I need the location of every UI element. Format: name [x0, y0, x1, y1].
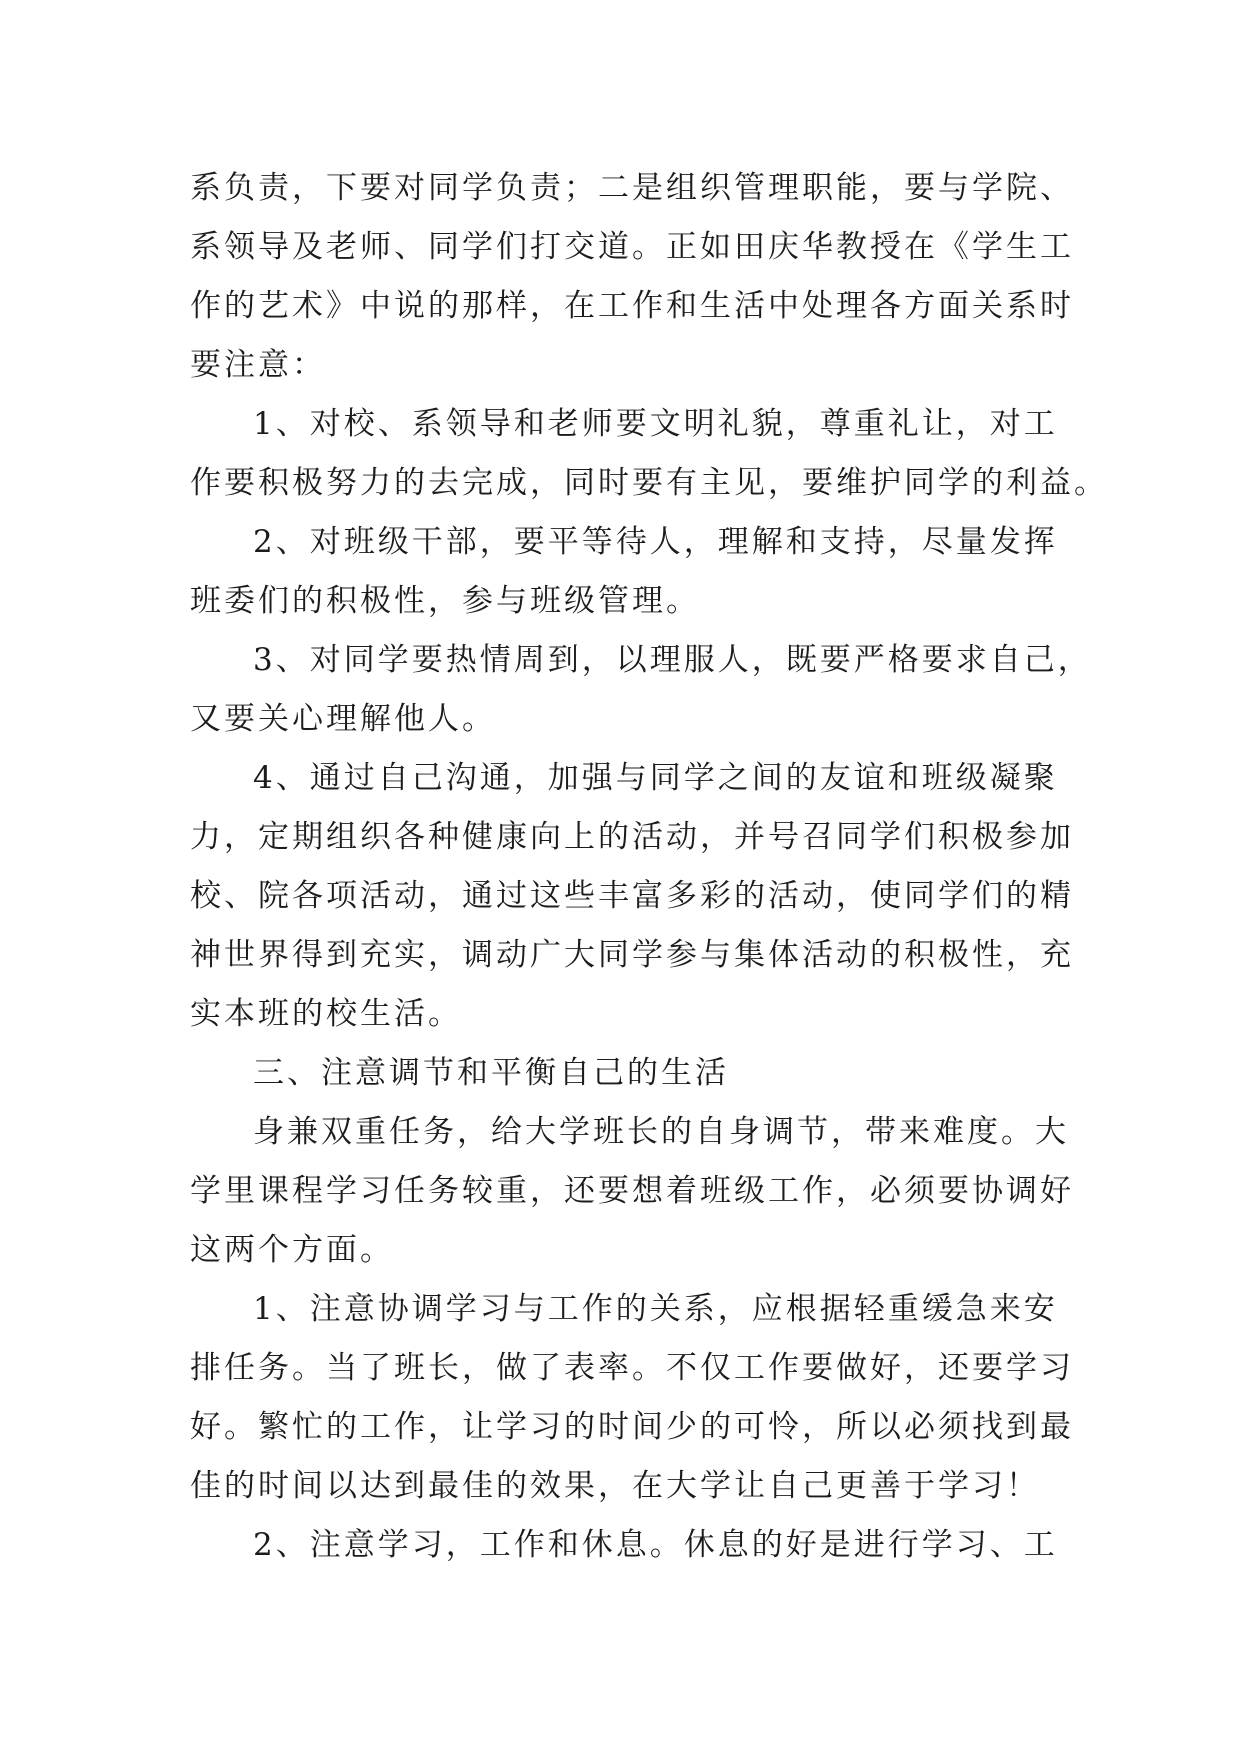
text-line: 好。繁忙的工作，让学习的时间少的可怜，所以必须找到最 [190, 1409, 1074, 1445]
text-line: 力，定期组织各种健康向上的活动，并号召同学们积极参加 [190, 819, 1074, 855]
text-line: 学里课程学习任务较重，还要想着班级工作，必须要协调好 [190, 1173, 1074, 1209]
text-line: 系负责，下要对同学负责；二是组织管理职能，要与学院、 [190, 170, 1074, 206]
text-line: 实本班的校生活。 [190, 996, 462, 1032]
text-line: 神世界得到充实，调动广大同学参与集体活动的积极性，充 [190, 937, 1074, 973]
text-line: 3、对同学要热情周到，以理服人，既要严格要求自己， [253, 642, 1092, 678]
text-line: 系领导及老师、同学们打交道。正如田庆华教授在《学生工 [190, 229, 1074, 265]
text-line: 作要积极努力的去完成，同时要有主见，要维护同学的利益。 [190, 465, 1108, 501]
text-line: 作的艺术》中说的那样，在工作和生活中处理各方面关系时 [190, 288, 1074, 324]
text-line: 身兼双重任务，给大学班长的自身调节，带来难度。大 [253, 1114, 1069, 1150]
text-line: 班委们的积极性，参与班级管理。 [190, 583, 700, 619]
section-heading: 三、注意调节和平衡自己的生活 [253, 1055, 729, 1091]
text-line: 2、对班级干部，要平等待人，理解和支持，尽量发挥 [253, 524, 1058, 560]
text-line: 排任务。当了班长，做了表率。不仅工作要做好，还要学习 [190, 1350, 1074, 1386]
text-line: 要注意： [190, 347, 326, 383]
text-line: 又要关心理解他人。 [190, 701, 496, 737]
text-line: 1、对校、系领导和老师要文明礼貌，尊重礼让，对工 [253, 406, 1058, 442]
text-line: 4、通过自己沟通，加强与同学之间的友谊和班级凝聚 [253, 760, 1058, 796]
text-line: 1、注意协调学习与工作的关系，应根据轻重缓急来安 [253, 1291, 1058, 1327]
text-line: 佳的时间以达到最佳的效果，在大学让自己更善于学习！ [190, 1468, 1040, 1504]
text-line: 这两个方面。 [190, 1232, 394, 1268]
text-line: 2、注意学习，工作和休息。休息的好是进行学习、工 [253, 1527, 1058, 1563]
text-line: 校、院各项活动，通过这些丰富多彩的活动，使同学们的精 [190, 878, 1074, 914]
